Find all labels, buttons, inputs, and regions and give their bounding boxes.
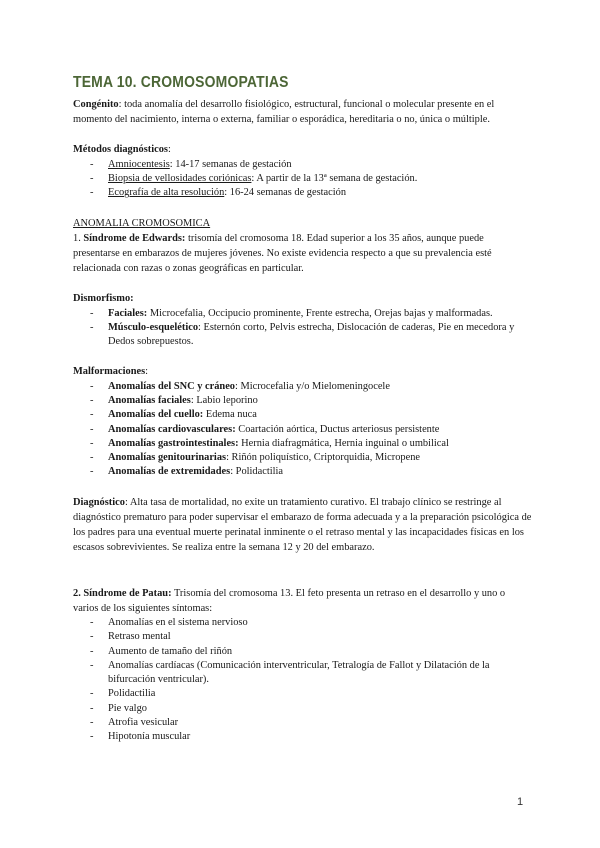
malformaciones-item-term: Anomalías del SNC y cráneo: [108, 380, 235, 392]
patau-paragraph: [73, 586, 533, 616]
patau-name: 2. Síndrome de Patau:: [73, 587, 172, 599]
list-item: [73, 380, 533, 394]
malformaciones-heading-suffix: :: [145, 366, 149, 378]
malformaciones-heading-label: Malformaciones: [73, 366, 146, 378]
malformaciones-item-term: Anomalías cardiovasculares:: [108, 423, 236, 435]
malformaciones-item-text: : Microcefalia y/o Mielomeningocele: [235, 380, 390, 392]
malformaciones-item-text: : Polidactilia: [230, 466, 283, 478]
list-item: [73, 158, 533, 172]
anomalia-heading: ANOMALIA CROMOSOMICA: [73, 217, 211, 229]
edwards-paragraph: [73, 231, 533, 277]
list-item: - Retraso mental: [73, 630, 533, 644]
list-item: [73, 451, 533, 465]
metodos-item-term: Ecografía de alta resolución: [108, 187, 225, 199]
list-item: - Atrofia vesicular: [73, 716, 533, 730]
metodos-list: [73, 158, 533, 201]
list-item: - Aumento de tamaño del riñón: [73, 645, 533, 659]
list-item: - Anomalías en el sistema nervioso: [73, 616, 533, 630]
malformaciones-item-term: Anomalías genitourinarias: [108, 452, 227, 464]
diagnostico-text: : Alta tasa de mortalidad, no exite un tratamiento curativo. El trabajo clínico se restringe al diagnóstico prematuro para poder supervisar el embarazo de forma adecuada y a la preparación psicológica de los padres para una eventual muerte perinatal inminente o el retraso mental y las incapacidades físicas en los escasos sobrevivientes. Se realiza entre la semana 12 y 20 del embarazo.: [73, 496, 532, 554]
malformaciones-item-term: Anomalías gastrointestinales:: [108, 437, 239, 449]
metodos-item-text: : 16-24 semanas de gestación: [224, 187, 347, 199]
list-item: [73, 307, 533, 321]
malformaciones-item-text: : Labio leporino: [190, 394, 258, 406]
list-item: [73, 172, 533, 186]
list-item: [73, 394, 533, 408]
metodos-item-term: Amniocentesis: [108, 158, 170, 170]
diagnostico-term: Diagnóstico: [73, 496, 125, 508]
dismorfismo-item-text: : Esternón corto, Pelvis estrecha, Dislocación de caderas, Pie en mecedora y Dedos sobrepuestos.: [108, 321, 515, 348]
list-item: [73, 186, 533, 200]
metodos-heading: [73, 142, 533, 157]
edwards-number: 1.: [73, 232, 84, 244]
dismorfismo-item-text: Microcefalia, Occipucio prominente, Frente estrecha, Orejas bajas y malformadas.: [147, 307, 493, 319]
malformaciones-item-text: : Riñón poliquístico, Criptorquidia, Micropene: [226, 452, 420, 464]
malformaciones-item-term: Anomalías de extremidades: [108, 466, 231, 478]
malformaciones-heading: [73, 364, 533, 379]
dismorfismo-list: [73, 307, 533, 350]
metodos-heading-suffix: :: [167, 144, 171, 156]
document-page: [73, 74, 533, 745]
malformaciones-item-term: Anomalías del cuello:: [108, 409, 204, 421]
patau-text: Trisomía del cromosoma 13. El feto presenta un retraso en el desarrollo y uno o varios de los siguientes síntomas:: [73, 587, 506, 614]
dismorfismo-item-term: Músculo-esquelético: [108, 321, 199, 333]
patau-list: [73, 616, 533, 745]
page-title: TEMA 10. CROMOSOMOPATIAS: [73, 74, 289, 91]
edwards-text: trisomía del cromosoma 18. Edad superior a los 35 años, aunque puede presentarse en embarazos de mujeres jóvenes. No existe evidencia respecto a que su prevalencia esté relacionada con razas o zonas geográficas en particular.: [73, 232, 492, 275]
dismorfismo-item-term: Faciales:: [108, 307, 148, 319]
intro-paragraph: [73, 97, 533, 127]
list-item: [73, 437, 533, 451]
list-item: - Anomalías cardíacas (Comunicación interventricular, Tetralogía de Fallot y Dilatación de la bifurcación ventricular).: [73, 659, 533, 688]
edwards-name: Síndrome de Edwards:: [83, 232, 186, 244]
list-item: [73, 423, 533, 437]
dismorfismo-heading-label: Dismorfismo:: [73, 293, 134, 305]
list-item: [73, 321, 533, 350]
malformaciones-item-term: Anomalías faciales: [108, 394, 191, 406]
list-item: - Hipotonía muscular: [73, 730, 533, 744]
list-item: - Pie valgo: [73, 702, 533, 716]
metodos-heading-label: Métodos diagnósticos: [73, 144, 168, 156]
intro-term: Congénito: [73, 99, 119, 110]
malformaciones-item-text: Edema nuca: [203, 409, 257, 421]
diagnostico-paragraph: [73, 495, 533, 556]
intro-text: : toda anomalía del desarrollo fisiológico, estructural, funcional o molecular presente en el momento del nacimiento, interna o externa, familiar o esporádica, hereditaria o no, única o múltiple.: [73, 99, 495, 126]
metodos-item-term: Biopsia de vellosidades coriónicas: [108, 172, 252, 184]
list-item: - Polidactilia: [73, 687, 533, 701]
list-item: [73, 465, 533, 479]
malformaciones-item-text: Coartación aórtica, Ductus arteriosus persistente: [235, 423, 440, 435]
malformaciones-item-text: Hernia diafragmática, Hernia inguinal o umbilical: [238, 437, 449, 449]
malformaciones-list: [73, 380, 533, 480]
list-item: [73, 408, 533, 422]
metodos-item-text: : 14-17 semanas de gestación: [169, 158, 292, 170]
dismorfismo-heading: [73, 291, 533, 306]
page-number: 1: [517, 796, 524, 808]
metodos-item-text: : A partir de la 13ª semana de gestación.: [251, 172, 418, 184]
